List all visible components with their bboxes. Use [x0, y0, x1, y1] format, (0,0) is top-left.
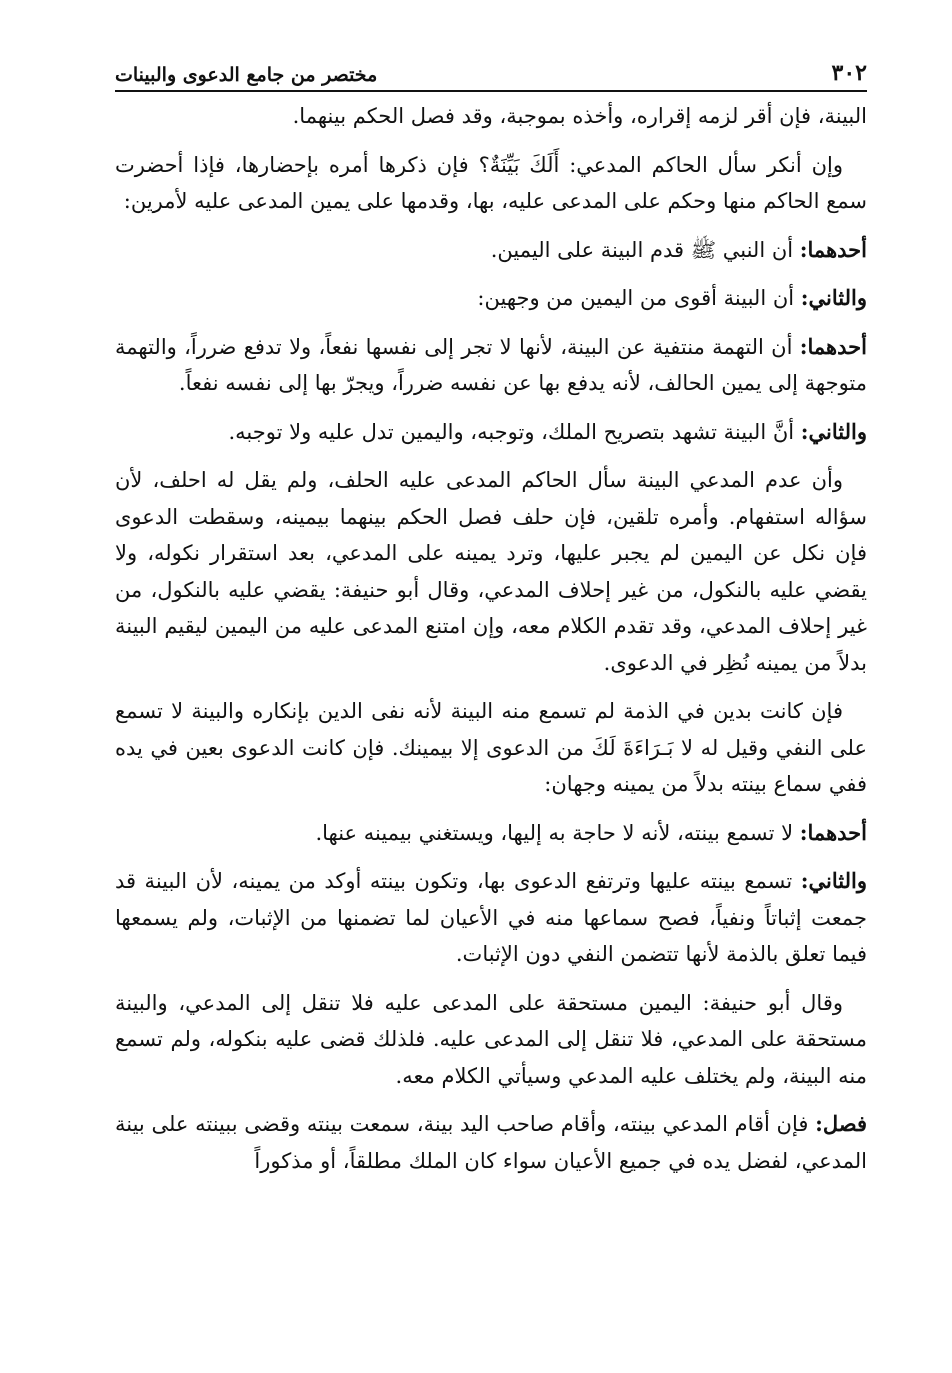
paragraph — [115, 98, 867, 135]
paragraph-text: أن التهمة منتفية عن البينة، لأنها لا تجر إلى نفسها نفعاً، ولا تدفع ضرراً، والتهمة متوجهة إلى يمين الحالف، لأنه يدفع بها عن نفسه ضرراً، ويجرّ بها إلى نفسه نفعاً. — [115, 334, 867, 395]
section-lead: فصل: — [815, 1111, 867, 1136]
paragraph-item — [115, 863, 867, 973]
paragraph-text: البينة، فإن أقر لزمه إقراره، وأخذه بموجبة، وقد فصل الحكم بينهما. — [292, 104, 867, 128]
paragraph-text: فإن كانت بدين في الذمة لم تسمع منه البينة لأنه نفى الدين بإنكاره والبينة لا تسمع على النفي وقيل له لا بَـرَاءَةَ لَكَ من الدعوى إلا بيمينك. فإن كانت الدعوى بعين في يده ففي سماع بينته بدلاً من يمينه وجهان: — [115, 699, 867, 796]
book-page — [115, 58, 867, 1191]
paragraph-lead: والثاني: — [800, 285, 867, 310]
paragraph-section — [115, 1106, 867, 1179]
paragraph-item — [115, 329, 867, 402]
paragraph-text: فإن أقام المدعي بينته، وأقام صاحب اليد بينة، سمعت بينته وقضى ببينته على بينة المدعي، لفضل يده في جميع الأعيان سواء كان الملك مطلقاً، أو مذكوراً — [115, 1112, 867, 1173]
running-header — [115, 58, 867, 92]
paragraph — [115, 147, 867, 220]
page-number: ٣٠٢ — [831, 60, 867, 86]
paragraph-text: لا تسمع بينته، لأنه لا حاجة به إليها، ويستغني بيمينه عنها. — [315, 820, 794, 845]
page-body — [115, 98, 867, 1179]
paragraph-item — [115, 280, 867, 317]
paragraph-text: وإن أنكر سأل الحاكم المدعي: أَلَكَ بَيِّنَةٌ؟ فإن ذكرها أمره بإحضارها، فإذا أحضرت سمع الحاكم منها وحكم على المدعى عليه، بها، وقدمها على يمين المدعى عليه لأمرين: — [115, 152, 867, 213]
paragraph-item — [115, 414, 867, 451]
paragraph-text: أن البينة أقوى من اليمين من وجهين: — [477, 286, 795, 310]
paragraph — [115, 462, 867, 681]
paragraph-item — [115, 232, 867, 269]
paragraph-lead: أحدهما: — [799, 819, 867, 845]
paragraph — [115, 693, 867, 803]
paragraph-item — [115, 815, 867, 852]
paragraph-text: وأن عدم المدعي البينة سأل الحاكم المدعى عليه الحلف، ولم يقل له احلف، لأن سؤاله استفهام. وأمره تلقين، فإن حلف فصل الحكم بينهما بيمينه، وسقطت الدعوى فإن نكل عن اليمين لم يجبر عليها، وترد يمينه على المدعي، بعد استقرار نكوله، ولا يقضي عليه بالنكول، من غير إحلاف المدعي، وقال أبو حنيفة: يقضي عليه بالنكول، من غير إحلاف المدعي، وقد تقدم الكلام معه، وإن امتنع المدعى عليه من اليمين ليقيم البينة بدلاً من يمينه نُظِر في الدعوى. — [115, 468, 868, 675]
paragraph-lead: أحدهما: — [799, 333, 867, 359]
paragraph — [115, 985, 867, 1095]
paragraph-lead: والثاني: — [800, 418, 867, 444]
paragraph-lead: أحدهما: — [799, 236, 867, 262]
book-title: مختصر من جامع الدعوى والبينات — [115, 64, 378, 86]
paragraph-text: وقال أبو حنيفة: اليمين مستحقة على المدعى عليه فلا تنقل إلى المدعي، والبينة مستحقة على المدعي، فلا تنقل إلى المدعى عليه. فلذلك قضى عليه بنكوله، ولم تسمع منه البينة، ولم يختلف عليه المدعي وسيأتي الكلام معه. — [115, 990, 867, 1088]
paragraph-text: تسمع بينته عليها وترتفع الدعوى بها، وتكون بينته أوكد من يمينه، لأن البينة قد جمعت إثباتاً ونفياً، فصح سماعها منه في الأعيان لما تضمنها من الإثبات، ولم يسمعها فيما تعلق بالذمة لأنها تتضمن النفي دون الإثبات. — [115, 869, 867, 966]
paragraph-lead: والثاني: — [800, 868, 867, 893]
paragraph-text: أن النبي ﷺ قدم البينة على اليمين. — [490, 237, 794, 262]
paragraph-text: أنَّ البينة تشهد بتصريح الملك، وتوجبه، واليمين تدل عليه ولا توجبه. — [228, 419, 795, 444]
